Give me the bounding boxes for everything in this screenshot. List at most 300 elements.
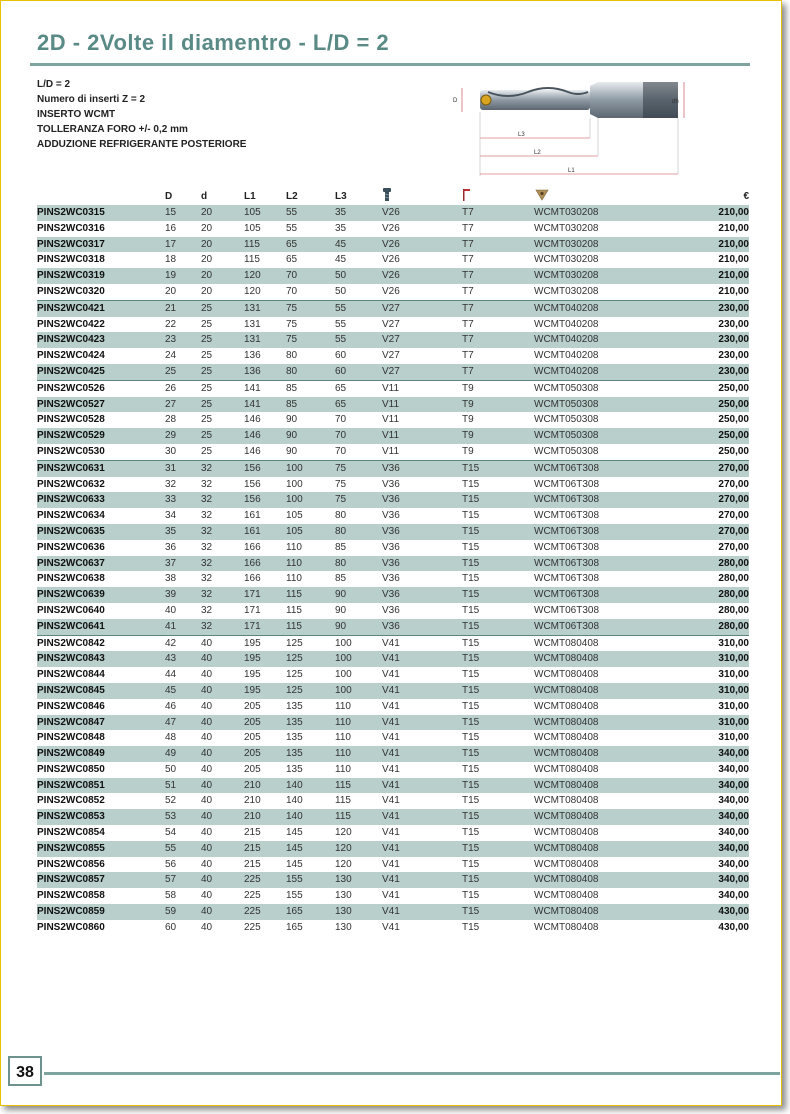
- cell-d: 17: [165, 237, 201, 253]
- header-L2: L2: [286, 191, 298, 202]
- cell-screw: V36: [382, 556, 462, 572]
- cell-screw: V41: [382, 890, 400, 902]
- cell-code: PINS2WC0638: [37, 573, 105, 585]
- cell-key: T15: [462, 763, 480, 775]
- cell-l1: 215: [244, 841, 286, 857]
- cell-price: 250,00: [718, 414, 749, 426]
- cell-insert: WCMT080408: [534, 715, 644, 731]
- cell-l2: 90: [286, 445, 298, 457]
- cell-price: 250,00: [644, 380, 749, 396]
- cell-code: PINS2WC0856: [37, 858, 105, 870]
- cell-d: 25: [201, 445, 213, 457]
- table-row: [37, 793, 749, 809]
- cell-insert: WCMT080408: [534, 635, 644, 651]
- cell-insert: WCMT080408: [534, 746, 644, 762]
- cell-insert: WCMT050308: [534, 445, 599, 457]
- footer-divider: [44, 1072, 780, 1075]
- table-row: [37, 904, 749, 920]
- cell-code: PINS2WC0423: [37, 332, 165, 348]
- product-table: [37, 188, 749, 936]
- cell-l2: 145: [286, 827, 303, 839]
- cell-l3: 90: [335, 604, 347, 616]
- table-row: [37, 540, 749, 556]
- cell-l1: 195: [244, 651, 286, 667]
- insert-icon: [534, 189, 550, 201]
- cell-price: 250,00: [644, 428, 749, 444]
- cell-l2: 115: [286, 619, 335, 635]
- cell-l1: 205: [244, 732, 261, 744]
- cell-insert: WCMT080408: [534, 890, 599, 902]
- cell-l1: 205: [244, 715, 286, 731]
- cell-l2: 115: [286, 587, 335, 603]
- cell-d: 31: [165, 460, 201, 476]
- cell-l3: 85: [335, 573, 347, 585]
- cell-code: PINS2WC0852: [37, 795, 105, 807]
- cell-l1: 156: [244, 478, 261, 490]
- cell-d: 52: [165, 795, 177, 807]
- header-L1: L1: [244, 191, 256, 202]
- cell-l2: 115: [286, 604, 302, 616]
- cell-key: T15: [462, 460, 534, 476]
- cell-l2: 85: [286, 380, 335, 396]
- cell-key: T15: [462, 795, 480, 807]
- cell-screw: V11: [382, 445, 400, 457]
- cell-screw: V36: [382, 573, 400, 585]
- cell-key: T9: [462, 397, 534, 413]
- cell-d: 45: [165, 683, 201, 699]
- table-row: [37, 556, 749, 572]
- cell-code: PINS2WC0848: [37, 732, 105, 744]
- cell-d: 32: [201, 573, 213, 585]
- cell-insert: WCMT080408: [534, 700, 599, 712]
- cell-d: 25: [201, 364, 244, 380]
- cell-code: PINS2WC0857: [37, 872, 165, 888]
- cell-price: 430,00: [718, 921, 749, 933]
- cell-d: 20: [165, 285, 177, 297]
- cell-insert: WCMT030208: [534, 268, 644, 284]
- table-row: [37, 841, 749, 857]
- cell-d: 47: [165, 715, 201, 731]
- cell-screw: V26: [382, 285, 400, 297]
- cell-l1: 115: [244, 254, 260, 266]
- cell-l1: 166: [244, 541, 261, 553]
- cell-l3: 90: [335, 619, 382, 635]
- cell-d: 32: [201, 619, 244, 635]
- cell-price: 210,00: [644, 237, 749, 253]
- cell-d: 40: [201, 858, 213, 870]
- cell-screw: V36: [382, 510, 400, 522]
- cell-d: 18: [165, 254, 177, 266]
- cell-price: 340,00: [644, 872, 749, 888]
- cell-l1: 195: [244, 669, 261, 681]
- cell-l2: 100: [286, 460, 335, 476]
- dim-L2-label: L2: [534, 150, 541, 156]
- cell-screw: V41: [382, 715, 462, 731]
- cell-d: 20: [201, 237, 244, 253]
- cell-price: 230,00: [718, 350, 749, 362]
- cell-l3: 130: [335, 890, 352, 902]
- cell-d: 54: [165, 827, 177, 839]
- cell-d: 40: [201, 872, 244, 888]
- cell-d: 40: [201, 683, 244, 699]
- drill-technical-drawing: [448, 72, 688, 182]
- cell-code: PINS2WC0851: [37, 778, 165, 794]
- cell-screw: V26: [382, 254, 400, 266]
- table-row: [37, 619, 749, 635]
- cell-code: PINS2WC0318: [37, 254, 105, 266]
- cell-l1: 171: [244, 619, 286, 635]
- cell-l1: 205: [244, 746, 286, 762]
- cell-l1: 136: [244, 350, 261, 362]
- cell-d: 41: [165, 619, 201, 635]
- cell-price: 310,00: [718, 669, 749, 681]
- cell-l3: 100: [335, 651, 382, 667]
- cell-l1: 215: [244, 858, 261, 870]
- cell-l2: 110: [286, 573, 302, 585]
- cell-screw: V41: [382, 700, 400, 712]
- cell-screw: V11: [382, 414, 400, 426]
- table-row: [37, 715, 749, 731]
- table-row: [37, 778, 749, 794]
- cell-insert: WCMT080408: [534, 809, 644, 825]
- cell-key: T15: [462, 827, 480, 839]
- table-row: [37, 508, 749, 524]
- cell-insert: WCMT040208: [534, 300, 644, 316]
- cell-screw: V41: [382, 778, 462, 794]
- cell-l1: 161: [244, 524, 286, 540]
- cell-code: PINS2WC0639: [37, 587, 165, 603]
- cell-price: 270,00: [644, 492, 749, 508]
- cell-price: 340,00: [718, 763, 749, 775]
- cell-price: 310,00: [644, 635, 749, 651]
- cell-d: 20: [201, 205, 244, 221]
- cell-l3: 35: [335, 222, 347, 234]
- cell-insert: WCMT080408: [534, 921, 599, 933]
- cell-screw: V11: [382, 380, 462, 396]
- dim-L3-label: L3: [518, 132, 525, 138]
- cell-price: 310,00: [718, 700, 749, 712]
- cell-key: T15: [462, 587, 534, 603]
- table-row: [37, 332, 749, 348]
- cell-l1: 146: [244, 445, 261, 457]
- table-row: [37, 651, 749, 667]
- cell-screw: V11: [382, 397, 462, 413]
- cell-l1: 210: [244, 809, 286, 825]
- cell-code: PINS2WC0636: [37, 541, 105, 553]
- cell-l2: 100: [286, 478, 303, 490]
- cell-price: 340,00: [718, 858, 749, 870]
- cell-code: PINS2WC0631: [37, 460, 165, 476]
- cell-screw: V26: [382, 237, 462, 253]
- cell-key: T15: [462, 604, 480, 616]
- cell-insert: WCMT050308: [534, 380, 644, 396]
- table-row: [37, 524, 749, 540]
- cell-insert: WCMT06T308: [534, 541, 600, 553]
- cell-l3: 50: [335, 268, 382, 284]
- cell-d: 34: [165, 510, 177, 522]
- cell-l1: 105: [244, 205, 286, 221]
- cell-key: T15: [462, 872, 534, 888]
- table-row: [37, 762, 749, 778]
- cell-code: PINS2WC0528: [37, 414, 105, 426]
- cell-insert: WCMT06T308: [534, 492, 644, 508]
- cell-key: T7: [462, 237, 534, 253]
- cell-l3: 80: [335, 510, 347, 522]
- cell-code: PINS2WC0635: [37, 524, 165, 540]
- cell-l3: 60: [335, 350, 347, 362]
- cell-code: PINS2WC0316: [37, 222, 105, 234]
- table-row: [37, 667, 749, 683]
- cell-screw: V27: [382, 300, 462, 316]
- table-row: [37, 603, 749, 619]
- cell-d: 40: [165, 604, 177, 616]
- cell-l2: 155: [286, 872, 335, 888]
- cell-l3: 120: [335, 858, 352, 870]
- cell-price: 230,00: [718, 318, 749, 330]
- specs-block: [37, 77, 246, 152]
- cell-d: 40: [201, 809, 244, 825]
- cell-l3: 45: [335, 237, 382, 253]
- table-row: [37, 252, 749, 268]
- cell-insert: WCMT050308: [534, 397, 644, 413]
- cell-l3: 45: [335, 254, 347, 266]
- cell-price: 230,00: [644, 364, 749, 380]
- cell-code: PINS2WC0529: [37, 428, 165, 444]
- cell-l1: 210: [244, 778, 286, 794]
- cell-code: PINS2WC0860: [37, 921, 105, 933]
- cell-l2: 85: [286, 397, 335, 413]
- table-row: [37, 444, 749, 460]
- cell-d: 40: [201, 763, 213, 775]
- cell-l3: 70: [335, 428, 382, 444]
- cell-price: 310,00: [718, 732, 749, 744]
- cell-l2: 80: [286, 350, 298, 362]
- table-row: [37, 571, 749, 587]
- cell-l1: 120: [244, 268, 286, 284]
- cell-l1: 120: [244, 285, 261, 297]
- cell-l3: 75: [335, 478, 347, 490]
- cell-d: 55: [165, 841, 201, 857]
- cell-key: T15: [462, 778, 534, 794]
- cell-price: 340,00: [644, 746, 749, 762]
- dim-d-label: dh: [672, 99, 679, 105]
- cell-d: 40: [201, 651, 244, 667]
- cell-d: 40: [201, 795, 213, 807]
- cell-code: PINS2WC0859: [37, 904, 165, 920]
- cell-key: T15: [462, 921, 480, 933]
- cell-d: 40: [201, 890, 213, 902]
- cell-price: 280,00: [644, 619, 749, 635]
- cell-code: PINS2WC0632: [37, 478, 105, 490]
- cell-code: PINS2WC0845: [37, 683, 165, 699]
- cell-l3: 110: [335, 763, 351, 775]
- cell-d: 20: [201, 254, 213, 266]
- cell-code: PINS2WC0425: [37, 364, 165, 380]
- cell-code: PINS2WC0634: [37, 510, 105, 522]
- cell-key: T15: [462, 573, 480, 585]
- header-L3: L3: [335, 191, 347, 202]
- cell-l3: 55: [335, 300, 382, 316]
- cell-l2: 100: [286, 492, 335, 508]
- cell-l1: 195: [244, 635, 286, 651]
- cell-d: 20: [201, 222, 213, 234]
- cell-key: T7: [462, 350, 474, 362]
- cell-d: 25: [201, 380, 244, 396]
- header-screw: [382, 188, 462, 205]
- cell-price: 210,00: [718, 222, 749, 234]
- cell-key: T7: [462, 222, 474, 234]
- cell-screw: V27: [382, 364, 462, 380]
- cell-d: 40: [201, 827, 213, 839]
- cell-screw: V27: [382, 318, 400, 330]
- spec-line: INSERTO WCMT: [37, 109, 116, 120]
- cell-d: 48: [165, 732, 177, 744]
- cell-key: T15: [462, 492, 534, 508]
- cell-price: 210,00: [644, 268, 749, 284]
- table-row: [37, 635, 749, 651]
- cell-key: T15: [462, 635, 534, 651]
- cell-l1: 171: [244, 587, 286, 603]
- cell-insert: WCMT040208: [534, 350, 599, 362]
- cell-insert: WCMT080408: [534, 669, 599, 681]
- cell-insert: WCMT040208: [534, 364, 644, 380]
- cell-d: 24: [165, 350, 177, 362]
- cell-key: T7: [462, 300, 534, 316]
- cell-insert: WCMT06T308: [534, 524, 644, 540]
- table-row: [37, 888, 749, 904]
- cell-price: 340,00: [644, 809, 749, 825]
- cell-screw: V41: [382, 732, 400, 744]
- cell-l2: 125: [286, 683, 335, 699]
- cell-code: PINS2WC0846: [37, 700, 105, 712]
- cell-screw: V41: [382, 858, 400, 870]
- cell-key: T7: [462, 254, 474, 266]
- table-row: [37, 683, 749, 699]
- cell-screw: V41: [382, 921, 400, 933]
- cell-key: T15: [462, 541, 480, 553]
- cell-insert: WCMT030208: [534, 285, 599, 297]
- table-row: [37, 221, 749, 237]
- cell-insert: WCMT040208: [534, 332, 644, 348]
- cell-l2: 105: [286, 510, 303, 522]
- cell-price: 340,00: [718, 795, 749, 807]
- cell-code: PINS2WC0527: [37, 397, 165, 413]
- cell-d: 30: [165, 445, 177, 457]
- cell-l2: 125: [286, 651, 335, 667]
- header-price: €: [743, 191, 749, 202]
- cell-d: 25: [201, 318, 213, 330]
- cell-l3: 85: [335, 541, 347, 553]
- table-row: [37, 699, 749, 715]
- cell-d: 50: [165, 763, 177, 775]
- cell-screw: V41: [382, 683, 462, 699]
- cell-key: T15: [462, 556, 534, 572]
- cell-l1: 225: [244, 921, 261, 933]
- cell-screw: V36: [382, 587, 462, 603]
- cell-code: PINS2WC0320: [37, 285, 105, 297]
- table-row: [37, 492, 749, 508]
- cell-key: T15: [462, 746, 534, 762]
- cell-code: PINS2WC0422: [37, 318, 105, 330]
- cell-key: T15: [462, 619, 534, 635]
- cell-l2: 135: [286, 700, 303, 712]
- cell-price: 270,00: [718, 478, 749, 490]
- cell-d: 40: [201, 700, 213, 712]
- cell-d: 25: [201, 300, 244, 316]
- cell-l2: 165: [286, 904, 335, 920]
- cell-screw: V26: [382, 205, 462, 221]
- cell-d: 40: [201, 635, 244, 651]
- cell-d: 40: [201, 715, 244, 731]
- cell-l3: 115: [335, 809, 382, 825]
- cell-d: 39: [165, 587, 201, 603]
- cell-l3: 70: [335, 445, 347, 457]
- cell-key: T9: [462, 414, 474, 426]
- table-row: [37, 268, 749, 284]
- cell-d: 25: [165, 364, 201, 380]
- cell-insert: WCMT06T308: [534, 556, 644, 572]
- cell-d: 53: [165, 809, 201, 825]
- table-row: [37, 364, 749, 380]
- cell-d: 40: [201, 669, 213, 681]
- cell-key: T15: [462, 700, 480, 712]
- cell-l3: 75: [335, 492, 382, 508]
- cell-d: 40: [201, 778, 244, 794]
- cell-l1: 225: [244, 872, 286, 888]
- cell-d: 60: [165, 921, 177, 933]
- cell-price: 230,00: [644, 332, 749, 348]
- cell-l3: 130: [335, 904, 382, 920]
- cell-d: 27: [165, 397, 201, 413]
- cell-d: 25: [201, 350, 213, 362]
- cell-key: T15: [462, 904, 534, 920]
- cell-price: 230,00: [644, 300, 749, 316]
- cell-l2: 145: [286, 858, 303, 870]
- cell-screw: V41: [382, 635, 462, 651]
- cell-price: 280,00: [718, 573, 749, 585]
- cell-l1: 166: [244, 556, 286, 572]
- cell-key: T15: [462, 841, 534, 857]
- cell-l2: 135: [286, 732, 303, 744]
- cell-d: 28: [165, 414, 177, 426]
- cell-price: 340,00: [644, 841, 749, 857]
- spec-line: L/D = 2: [37, 79, 71, 90]
- cell-l1: 225: [244, 890, 261, 902]
- cell-l3: 100: [335, 635, 382, 651]
- cell-insert: WCMT080408: [534, 904, 644, 920]
- cell-key: T7: [462, 364, 534, 380]
- cell-d: 25: [201, 332, 244, 348]
- table-row: [37, 460, 749, 476]
- cell-l3: 120: [335, 841, 382, 857]
- cell-l3: 55: [335, 332, 382, 348]
- cell-l2: 135: [286, 763, 303, 775]
- cell-l1: 131: [244, 332, 286, 348]
- cell-code: PINS2WC0641: [37, 619, 165, 635]
- cell-key: T15: [462, 890, 480, 902]
- cell-l2: 135: [286, 746, 335, 762]
- cell-code: PINS2WC0633: [37, 492, 165, 508]
- cell-d: 58: [165, 890, 177, 902]
- cell-key: T7: [462, 318, 474, 330]
- table-row: [37, 317, 749, 333]
- cell-screw: V36: [382, 460, 462, 476]
- cell-d: 32: [201, 478, 213, 490]
- cell-d: 32: [201, 460, 244, 476]
- table-row: [37, 205, 749, 221]
- cell-price: 210,00: [718, 254, 749, 266]
- cell-d: 21: [165, 300, 201, 316]
